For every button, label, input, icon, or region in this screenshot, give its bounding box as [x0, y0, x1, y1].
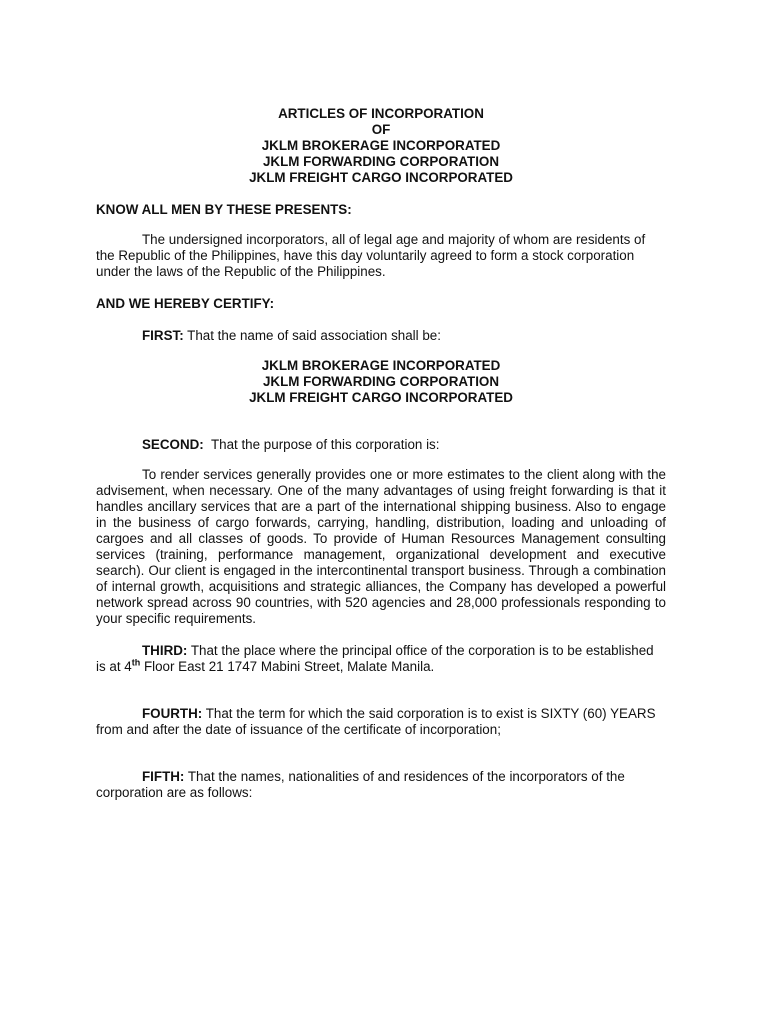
certify-heading: AND WE HEREBY CERTIFY: — [96, 296, 275, 311]
fourth-article — [96, 706, 666, 738]
second-label: SECOND: — [142, 437, 204, 452]
title-line-of: OF — [371, 122, 391, 137]
fifth-label: FIFTH: — [142, 769, 185, 784]
third-text-after: Floor East 21 1747 Mabini Street, Malate Manila. — [140, 659, 435, 674]
association-name: JKLM FORWARDING CORPORATION — [262, 374, 500, 389]
association-name: JKLM FREIGHT CARGO INCORPORATED — [249, 390, 513, 405]
fifth-article — [96, 769, 666, 801]
association-names — [96, 358, 666, 406]
title-company-name: JKLM FORWARDING CORPORATION — [262, 154, 500, 169]
title-line-articles: ARTICLES OF INCORPORATION — [278, 106, 484, 121]
purpose-paragraph: To render services generally provides one or more estimates to the client along with the advisement, when necessary. One of the many advantages of using freight forwarding is that it handles ancillary services that are a part of the international shipping business. Also to engage in the business of cargo forwards, carrying, handling, distribution, loading and unloading of cargoes and all classes of goods. To provide of Human Resources Management consulting services (training, performance management, organizational development and executive search). Our client is engaged in the intercontinental transport business. Through a combination of internal growth, acquisitions and strategic alliances, the Company has developed a powerful network spread across 90 countries, with 520 agencies and 28,000 professionals responding to your specific requirements. — [96, 467, 666, 626]
first-text: That the name of said association shall be: — [183, 328, 441, 343]
intro-paragraph: The undersigned incorporators, all of legal age and majority of whom are residents of the Republic of the Philippines, have this day voluntarily agreed to form a stock corporation under the laws of the Republic of the Philippines. — [96, 232, 646, 279]
first-label: FIRST: — [142, 328, 184, 343]
third-text-before: That the place where the principal office of the corporation is to be established is at 4 — [96, 643, 654, 674]
fourth-label: FOURTH: — [142, 706, 203, 721]
second-article — [96, 437, 666, 453]
document-title — [96, 106, 666, 186]
third-label: THIRD: — [142, 643, 188, 658]
third-ordinal-superscript: th — [131, 657, 141, 668]
fifth-text: That the names, nationalities of and residences of the incorporators of the corporation are as follows: — [96, 769, 625, 800]
fourth-text: That the term for which the said corporation is to exist is SIXTY (60) YEARS from and after the date of issuance of the certificate of incorporation; — [96, 706, 656, 737]
second-text: That the purpose of this corporation is: — [203, 437, 440, 452]
third-article — [96, 643, 666, 675]
first-article — [96, 328, 666, 344]
association-name: JKLM BROKERAGE INCORPORATED — [261, 358, 501, 373]
title-company-name: JKLM BROKERAGE INCORPORATED — [261, 138, 501, 153]
document-page — [96, 106, 666, 801]
title-company-name: JKLM FREIGHT CARGO INCORPORATED — [249, 170, 513, 185]
know-all-men-heading: KNOW ALL MEN BY THESE PRESENTS: — [96, 202, 352, 217]
